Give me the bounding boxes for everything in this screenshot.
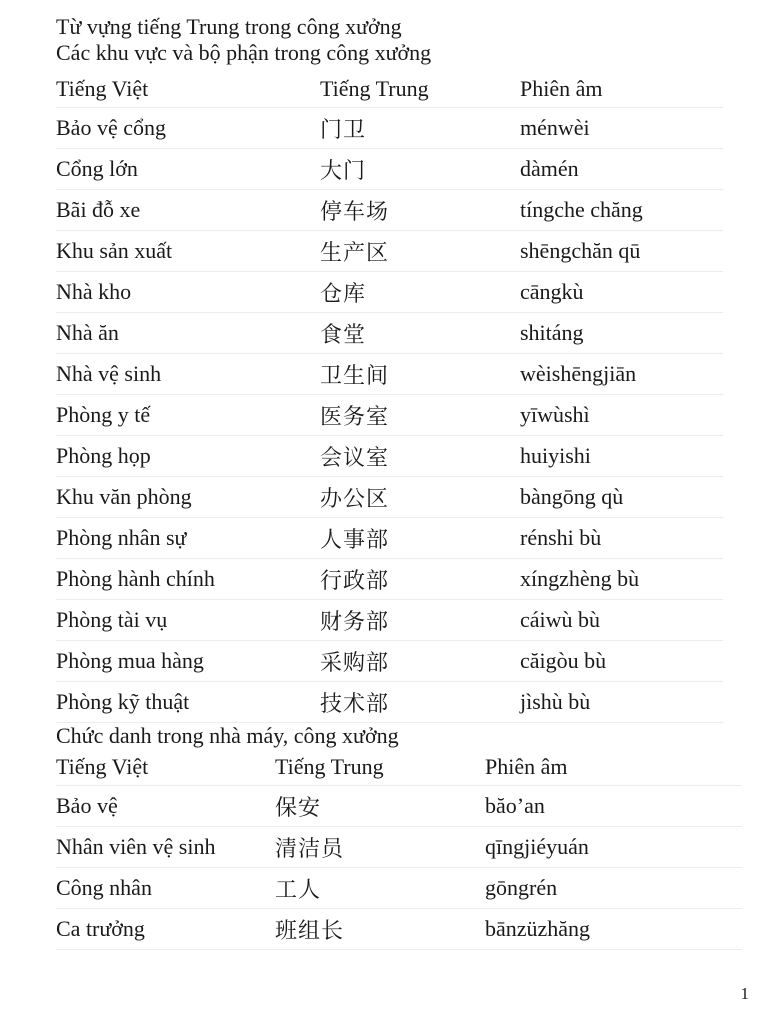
pinyin-cell: qīngjiéyuán xyxy=(485,827,742,868)
vietnamese-cell: Phòng kỹ thuật xyxy=(56,682,320,723)
vietnamese-cell: Phòng nhân sự xyxy=(56,518,320,559)
areas-table xyxy=(56,71,723,723)
table-row xyxy=(56,641,723,682)
chinese-cell: 行政部 xyxy=(320,559,520,600)
table-row xyxy=(56,190,723,231)
document-page xyxy=(56,14,746,950)
table-header-row xyxy=(56,749,742,786)
pinyin-cell: rénshi bù xyxy=(520,518,723,559)
chinese-cell: 会议室 xyxy=(320,436,520,477)
chinese-cell: 采购部 xyxy=(320,641,520,682)
col-header-vietnamese: Tiếng Việt xyxy=(56,71,320,108)
table-row xyxy=(56,149,723,190)
pinyin-cell: xíngzhèng bù xyxy=(520,559,723,600)
pinyin-cell: băo’an xyxy=(485,786,742,827)
pinyin-cell: cāngkù xyxy=(520,272,723,313)
table-row xyxy=(56,108,723,149)
table-row xyxy=(56,868,742,909)
col-header-chinese: Tiếng Trung xyxy=(320,71,520,108)
job-titles-table xyxy=(56,749,742,950)
vietnamese-cell: Khu văn phòng xyxy=(56,477,320,518)
pinyin-cell: huiyishi xyxy=(520,436,723,477)
col-header-vietnamese: Tiếng Việt xyxy=(56,749,275,786)
chinese-cell: 班组长 xyxy=(275,909,485,950)
chinese-cell: 人事部 xyxy=(320,518,520,559)
pinyin-cell: yīwùshì xyxy=(520,395,723,436)
col-header-pinyin: Phiên âm xyxy=(485,749,742,786)
vietnamese-cell: Công nhân xyxy=(56,868,275,909)
table-row xyxy=(56,477,723,518)
chinese-cell: 仓库 xyxy=(320,272,520,313)
table-row xyxy=(56,909,742,950)
pinyin-cell: wèishēngjiān xyxy=(520,354,723,395)
table-row xyxy=(56,395,723,436)
pinyin-cell: căigòu bù xyxy=(520,641,723,682)
vietnamese-cell: Bảo vệ xyxy=(56,786,275,827)
pinyin-cell: tíngche chăng xyxy=(520,190,723,231)
chinese-cell: 卫生间 xyxy=(320,354,520,395)
vietnamese-cell: Phòng họp xyxy=(56,436,320,477)
table-row xyxy=(56,518,723,559)
title-line-2: Các khu vực và bộ phận trong công xưởng xyxy=(56,40,432,65)
table-row xyxy=(56,559,723,600)
chinese-cell: 停车场 xyxy=(320,190,520,231)
page-number: 1 xyxy=(740,984,749,1003)
vietnamese-cell: Phòng y tế xyxy=(56,395,320,436)
vietnamese-cell: Khu sản xuất xyxy=(56,231,320,272)
pinyin-cell: bàngōng qù xyxy=(520,477,723,518)
pinyin-cell: shitáng xyxy=(520,313,723,354)
title-line-1: Từ vựng tiếng Trung trong công xưởng xyxy=(56,14,402,39)
col-header-chinese: Tiếng Trung xyxy=(275,749,485,786)
vietnamese-cell: Ca trưởng xyxy=(56,909,275,950)
chinese-cell: 医务室 xyxy=(320,395,520,436)
table-row xyxy=(56,231,723,272)
vietnamese-cell: Nhà vệ sinh xyxy=(56,354,320,395)
chinese-cell: 清洁员 xyxy=(275,827,485,868)
table-header-row xyxy=(56,71,723,108)
pinyin-cell: shēngchăn qū xyxy=(520,231,723,272)
vietnamese-cell: Phòng mua hàng xyxy=(56,641,320,682)
chinese-cell: 技术部 xyxy=(320,682,520,723)
chinese-cell: 财务部 xyxy=(320,600,520,641)
col-header-pinyin: Phiên âm xyxy=(520,71,723,108)
table-row xyxy=(56,313,723,354)
table-row xyxy=(56,272,723,313)
vietnamese-cell: Nhà ăn xyxy=(56,313,320,354)
vietnamese-cell: Phòng hành chính xyxy=(56,559,320,600)
pinyin-cell: gōngrén xyxy=(485,868,742,909)
section-heading-job-titles: Chức danh trong nhà máy, công xưởng xyxy=(56,723,399,748)
chinese-cell: 生产区 xyxy=(320,231,520,272)
pinyin-cell: ménwèi xyxy=(520,108,723,149)
chinese-cell: 工人 xyxy=(275,868,485,909)
vietnamese-cell: Nhà kho xyxy=(56,272,320,313)
pinyin-cell: jìshù bù xyxy=(520,682,723,723)
table-row xyxy=(56,600,723,641)
chinese-cell: 办公区 xyxy=(320,477,520,518)
vietnamese-cell: Nhân viên vệ sinh xyxy=(56,827,275,868)
table-row xyxy=(56,436,723,477)
vietnamese-cell: Bãi đỗ xe xyxy=(56,190,320,231)
table-row xyxy=(56,354,723,395)
table-row xyxy=(56,827,742,868)
vietnamese-cell: Bảo vệ cổng xyxy=(56,108,320,149)
table-row xyxy=(56,786,742,827)
chinese-cell: 门卫 xyxy=(320,108,520,149)
table-row xyxy=(56,682,723,723)
pinyin-cell: bānzüzhăng xyxy=(485,909,742,950)
chinese-cell: 食堂 xyxy=(320,313,520,354)
pinyin-cell: cáiwù bù xyxy=(520,600,723,641)
vietnamese-cell: Phòng tài vụ xyxy=(56,600,320,641)
vietnamese-cell: Cổng lớn xyxy=(56,149,320,190)
pinyin-cell: dàmén xyxy=(520,149,723,190)
chinese-cell: 保安 xyxy=(275,786,485,827)
chinese-cell: 大门 xyxy=(320,149,520,190)
